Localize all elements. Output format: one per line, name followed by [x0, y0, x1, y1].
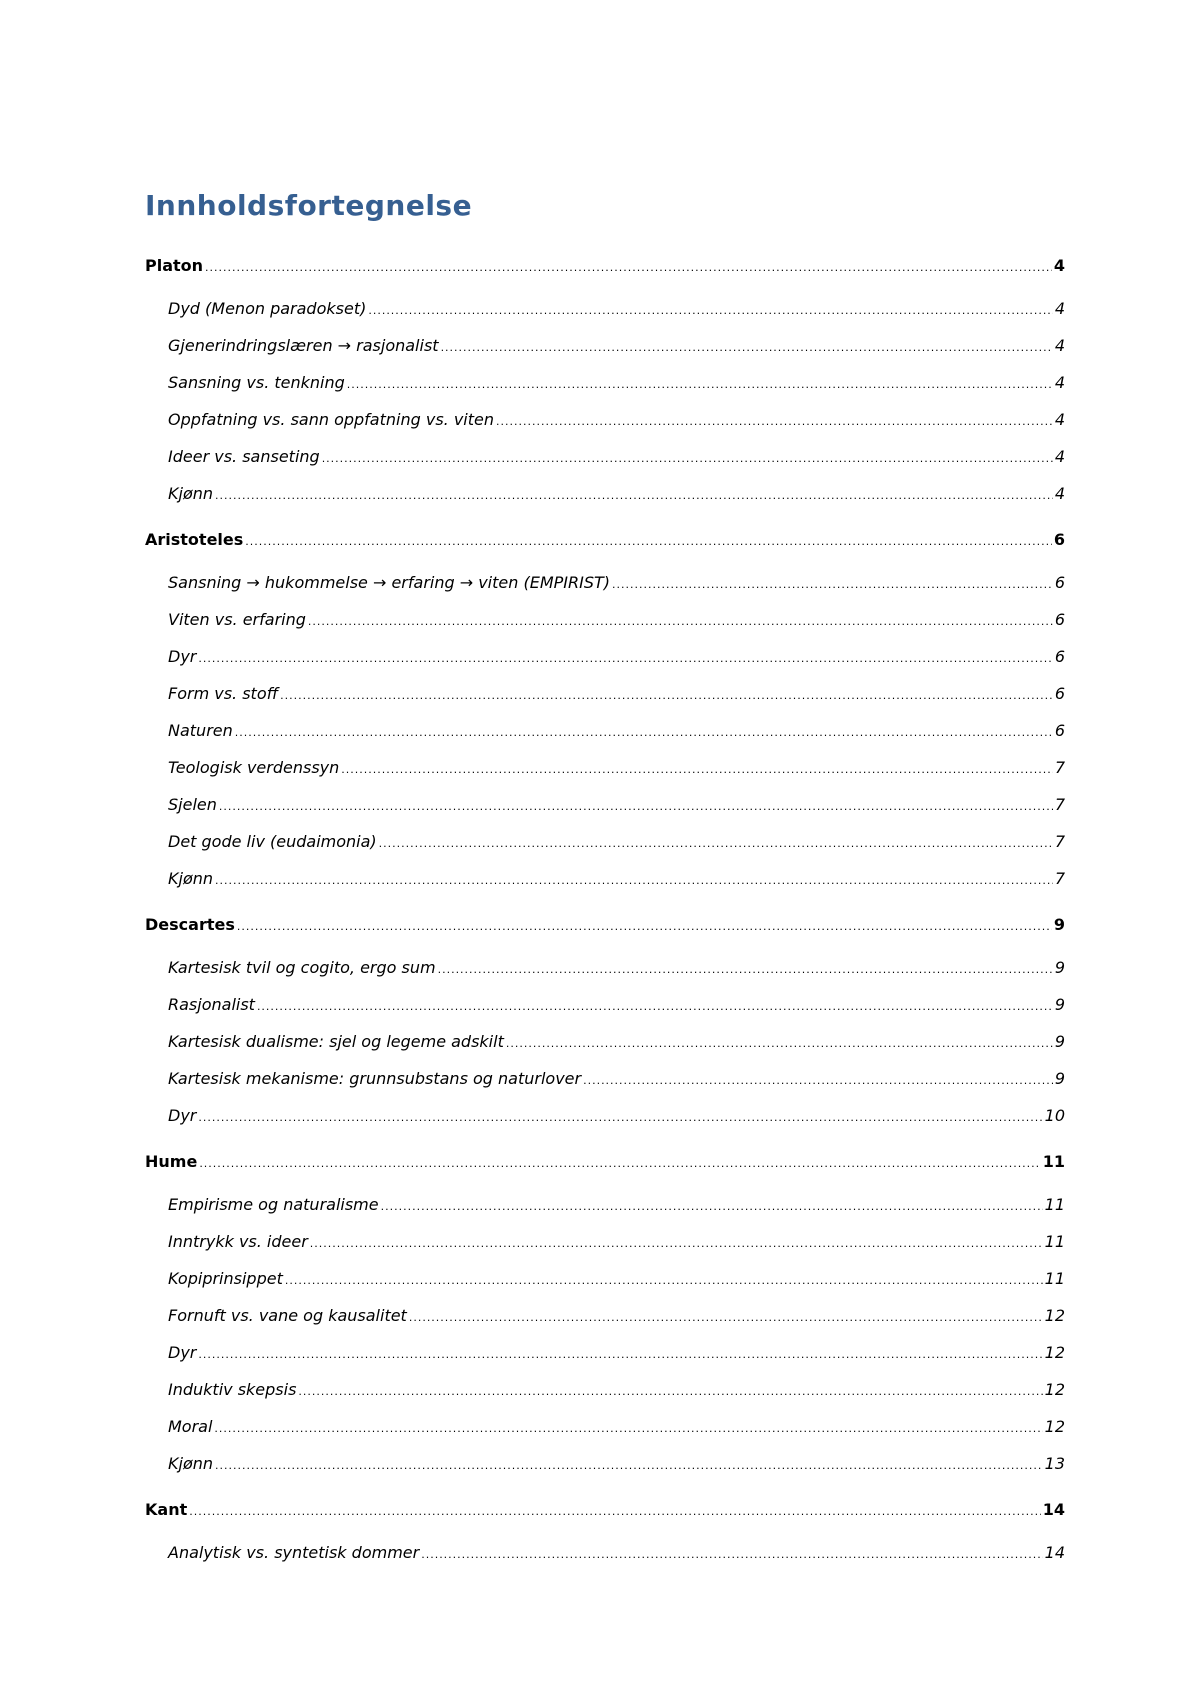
toc-page-number: 12	[1044, 1343, 1065, 1362]
dot-leader	[235, 712, 1053, 751]
toc-entry-level1[interactable]	[145, 524, 1065, 564]
toc-entry-level2[interactable]	[145, 949, 1065, 986]
toc-entry-title: Sjelen	[168, 795, 217, 814]
toc-entry-level2[interactable]	[145, 786, 1065, 823]
toc-page-number: 11	[1044, 1232, 1065, 1251]
dot-leader	[199, 1146, 1040, 1180]
dot-leader	[496, 401, 1053, 440]
toc-entry-title: Dyr	[168, 647, 197, 666]
toc-heading: Innholdsfortegnelse	[145, 189, 473, 222]
table-of-contents	[145, 250, 1065, 1583]
toc-page-number: 4	[1054, 484, 1065, 503]
toc-page-number: 9	[1054, 1032, 1065, 1051]
dot-leader	[438, 949, 1053, 988]
toc-entry-title: Rasjonalist	[168, 995, 255, 1014]
toc-entry-title: Dyd (Menon paradokset)	[168, 299, 367, 318]
dot-leader	[379, 823, 1053, 862]
dot-leader	[341, 749, 1053, 788]
dot-leader	[308, 601, 1053, 640]
dot-leader	[612, 564, 1053, 603]
toc-entry-title: Platon	[145, 256, 204, 275]
dot-leader	[219, 786, 1053, 825]
toc-page-number: 11	[1044, 1269, 1065, 1288]
toc-entry-title: Naturen	[168, 721, 233, 740]
dot-leader	[310, 1223, 1043, 1262]
toc-page-number: 4	[1054, 373, 1065, 392]
toc-page-number: 4	[1053, 256, 1065, 275]
toc-entry-level2[interactable]	[145, 749, 1065, 786]
toc-entry-level2[interactable]	[145, 712, 1065, 749]
toc-entry-level2[interactable]	[145, 564, 1065, 601]
toc-page-number: 9	[1053, 915, 1065, 934]
toc-entry-title: Hume	[145, 1152, 198, 1171]
toc-entry-title: Kjønn	[168, 869, 214, 888]
dot-leader	[215, 1445, 1043, 1484]
toc-entry-title: Ideer vs. sanseting	[168, 447, 320, 466]
toc-page-number: 9	[1054, 995, 1065, 1014]
toc-page-number: 6	[1054, 610, 1065, 629]
dot-leader	[441, 327, 1053, 366]
toc-entry-title: Viten vs. erfaring	[168, 610, 306, 629]
toc-entry-title: Analytisk vs. syntetisk dommer	[168, 1543, 420, 1562]
toc-entry-title: Form vs. stoff	[168, 684, 279, 703]
toc-page-number: 4	[1054, 299, 1065, 318]
toc-entry-title: Dyr	[168, 1106, 197, 1125]
toc-entry-title: Teologisk verdenssyn	[168, 758, 340, 777]
toc-entry-level2[interactable]	[145, 364, 1065, 401]
toc-entry-title: Induktiv skepsis	[168, 1380, 297, 1399]
toc-page-number: 6	[1054, 684, 1065, 703]
toc-entry-level1[interactable]	[145, 909, 1065, 949]
toc-page-number: 7	[1054, 832, 1065, 851]
dot-leader	[298, 1371, 1042, 1410]
dot-leader	[368, 290, 1052, 329]
toc-entry-level2[interactable]	[145, 1371, 1065, 1408]
toc-entry-level1[interactable]	[145, 250, 1065, 290]
dot-leader	[280, 675, 1053, 714]
toc-page-number: 14	[1042, 1500, 1065, 1519]
toc-page-number: 13	[1044, 1454, 1065, 1473]
dot-leader	[421, 1534, 1042, 1573]
dot-leader	[215, 860, 1053, 899]
toc-entry-level2[interactable]	[145, 1060, 1065, 1097]
toc-section	[145, 1494, 1065, 1571]
toc-page-number: 7	[1054, 795, 1065, 814]
toc-page-number: 4	[1054, 336, 1065, 355]
toc-entry-title: Sansning → hukommelse → erfaring → viten (EMPIRIST)	[168, 573, 610, 592]
toc-page-number: 7	[1054, 869, 1065, 888]
dot-leader	[381, 1186, 1043, 1225]
dot-leader	[237, 909, 1052, 943]
toc-page-number: 9	[1054, 1069, 1065, 1088]
dot-leader	[205, 250, 1052, 284]
toc-entry-level2[interactable]	[145, 860, 1065, 897]
toc-entry-title: Inntrykk vs. ideer	[168, 1232, 308, 1251]
dot-leader	[257, 986, 1053, 1025]
toc-entry-level2[interactable]	[145, 290, 1065, 327]
toc-page-number: 6	[1054, 647, 1065, 666]
toc-entry-title: Kartesisk mekanisme: grunnsubstans og naturlover	[168, 1069, 582, 1088]
toc-entry-title: Kant	[145, 1500, 188, 1519]
toc-page-number: 12	[1044, 1380, 1065, 1399]
toc-entry-level2[interactable]	[145, 401, 1065, 438]
toc-entry-title: Sansning vs. tenkning	[168, 373, 345, 392]
toc-page-number: 4	[1054, 447, 1065, 466]
toc-entry-level2[interactable]	[145, 601, 1065, 638]
toc-entry-level2[interactable]	[145, 675, 1065, 712]
dot-leader	[214, 1408, 1042, 1447]
toc-entry-level2[interactable]	[145, 1186, 1065, 1223]
toc-section	[145, 909, 1065, 1134]
toc-entry-level2[interactable]	[145, 1260, 1065, 1297]
toc-entry-title: Kartesisk dualisme: sjel og legeme adskilt	[168, 1032, 504, 1051]
dot-leader	[506, 1023, 1053, 1062]
toc-page-number: 12	[1044, 1306, 1065, 1325]
toc-page-number: 4	[1054, 410, 1065, 429]
toc-entry-title: Kartesisk tvil og cogito, ergo sum	[168, 958, 436, 977]
toc-page-number: 6	[1054, 721, 1065, 740]
dot-leader	[198, 1097, 1042, 1136]
toc-entry-title: Kjønn	[168, 1454, 214, 1473]
toc-page-number: 10	[1044, 1106, 1065, 1125]
toc-entry-title: Gjenerindringslæren → rasjonalist	[168, 336, 439, 355]
toc-entry-level2[interactable]	[145, 327, 1065, 364]
toc-page-number: 9	[1054, 958, 1065, 977]
toc-entry-level2[interactable]	[145, 1097, 1065, 1134]
dot-leader	[198, 638, 1052, 677]
toc-page-number: 6	[1054, 573, 1065, 592]
toc-entry-level1[interactable]	[145, 1146, 1065, 1186]
toc-entry-level2[interactable]	[145, 1408, 1065, 1445]
dot-leader	[322, 438, 1053, 477]
toc-entry-title: Fornuft vs. vane og kausalitet	[168, 1306, 407, 1325]
toc-entry-title: Aristoteles	[145, 530, 244, 549]
toc-entry-title: Dyr	[168, 1343, 197, 1362]
toc-section	[145, 524, 1065, 897]
dot-leader	[347, 364, 1053, 403]
toc-entry-level2[interactable]	[145, 1223, 1065, 1260]
dot-leader	[198, 1334, 1042, 1373]
toc-entry-title: Moral	[168, 1417, 213, 1436]
toc-entry-title: Oppfatning vs. sann oppfatning vs. viten	[168, 410, 494, 429]
toc-page-number: 12	[1044, 1417, 1065, 1436]
toc-entry-title: Kopiprinsippet	[168, 1269, 283, 1288]
dot-leader	[409, 1297, 1043, 1336]
toc-entry-level1[interactable]	[145, 1494, 1065, 1534]
toc-section	[145, 1146, 1065, 1482]
toc-entry-level2[interactable]	[145, 638, 1065, 675]
toc-section	[145, 250, 1065, 512]
toc-entry-level2[interactable]	[145, 1534, 1065, 1571]
toc-entry-level2[interactable]	[145, 438, 1065, 475]
dot-leader	[245, 524, 1052, 558]
dot-leader	[215, 475, 1053, 514]
toc-entry-title: Kjønn	[168, 484, 214, 503]
toc-entry-level2[interactable]	[145, 1297, 1065, 1334]
toc-entry-level2[interactable]	[145, 475, 1065, 512]
toc-entry-title: Descartes	[145, 915, 235, 934]
toc-entry-level2[interactable]	[145, 823, 1065, 860]
dot-leader	[189, 1494, 1041, 1528]
toc-entry-level2[interactable]	[145, 1023, 1065, 1060]
toc-entry-level2[interactable]	[145, 1445, 1065, 1482]
toc-page-number: 14	[1044, 1543, 1065, 1562]
toc-entry-level2[interactable]	[145, 1334, 1065, 1371]
toc-entry-level2[interactable]	[145, 986, 1065, 1023]
toc-page-number: 7	[1054, 758, 1065, 777]
toc-page-number: 6	[1053, 530, 1065, 549]
toc-page-number: 11	[1042, 1152, 1065, 1171]
toc-entry-title: Empirisme og naturalisme	[168, 1195, 379, 1214]
toc-page-number: 11	[1044, 1195, 1065, 1214]
toc-entry-title: Det gode liv (eudaimonia)	[168, 832, 377, 851]
dot-leader	[285, 1260, 1043, 1299]
dot-leader	[583, 1060, 1053, 1099]
